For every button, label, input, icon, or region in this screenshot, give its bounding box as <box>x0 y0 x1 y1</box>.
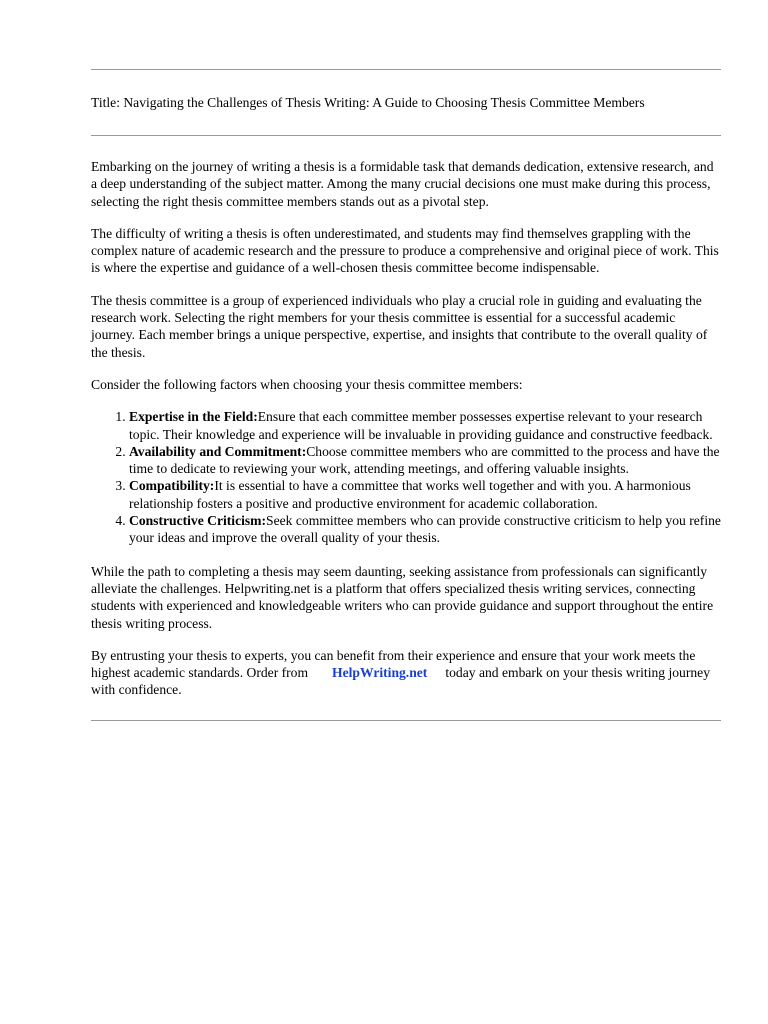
list-item <box>129 512 721 547</box>
assistance-paragraph: While the path to completing a thesis may seem daunting, seeking assistance from professionals can significantly alleviate the challenges. Helpwriting.net is a platform that offers specialized thesis writing services, connecting students with experienced and knowledgeable writers who can provide guidance and support throughout the entire thesis writing process. <box>91 563 714 631</box>
difficulty-paragraph: The difficulty of writing a thesis is often underestimated, and students may find themselves grappling with the complex nature of academic research and the pressure to produce a comprehensive and original piece of work. This is where the expertise and guidance of a well-chosen thesis committee become indispensable. <box>91 225 719 276</box>
list-item <box>129 443 721 478</box>
factor-term: Constructive Criticism: <box>129 513 267 529</box>
factor-term: Expertise in the Field: <box>129 409 258 425</box>
title-divider <box>91 135 721 136</box>
cta-paragraph <box>91 647 721 699</box>
cta-text-after: today and embark on your thesis writing journey with confidence. <box>91 665 710 698</box>
document-page <box>91 0 721 721</box>
factor-term: Compatibility: <box>129 478 215 494</box>
list-item <box>129 408 721 443</box>
cta-text-before: By entrusting your thesis to experts, you can benefit from their experience and ensure that your work meets the highest academic standards. Order from <box>91 647 696 681</box>
factor-text: Ensure that each committee member possesses expertise relevant to your research topic. Their knowledge and experience will be invaluable in providing guidance and constructive feedback. <box>129 409 713 442</box>
list-item <box>129 477 721 512</box>
factor-text: Choose committee members who are committed to the process and have the time to dedicate to reviewing your work, attending meetings, and offering valuable insights. <box>129 443 720 477</box>
factor-text: Seek committee members who can provide constructive criticism to help you refine your ideas and improve the overall quality of your thesis. <box>129 513 721 546</box>
bottom-divider <box>91 720 721 721</box>
committee-paragraph: The thesis committee is a group of experienced individuals who play a crucial role in guiding and evaluating the research work. Selecting the right members for your thesis committee is essential for a successful academic journey. Each member brings a unique perspective, expertise, and insights that contribute to the overall quality of the thesis. <box>91 292 708 360</box>
top-divider <box>91 69 721 70</box>
factors-list <box>91 408 721 546</box>
factors-intro-paragraph: Consider the following factors when choosing your thesis committee members: <box>91 376 523 392</box>
document-title: Title: Navigating the Challenges of Thesis Writing: A Guide to Choosing Thesis Committee Members <box>91 95 645 110</box>
factor-text: It is essential to have a committee that works well together and with you. A harmonious relationship fosters a positive and productive environment for academic collaboration. <box>129 478 691 511</box>
intro-paragraph: Embarking on the journey of writing a thesis is a formidable task that demands dedication, extensive research, and a deep understanding of the subject matter. Among the many crucial decisions one must make during this process, selecting the right thesis committee members stands out as a pivotal step. <box>91 159 714 209</box>
helpwriting-link[interactable]: HelpWriting.net <box>332 665 428 681</box>
factor-term: Availability and Commitment: <box>129 443 307 459</box>
